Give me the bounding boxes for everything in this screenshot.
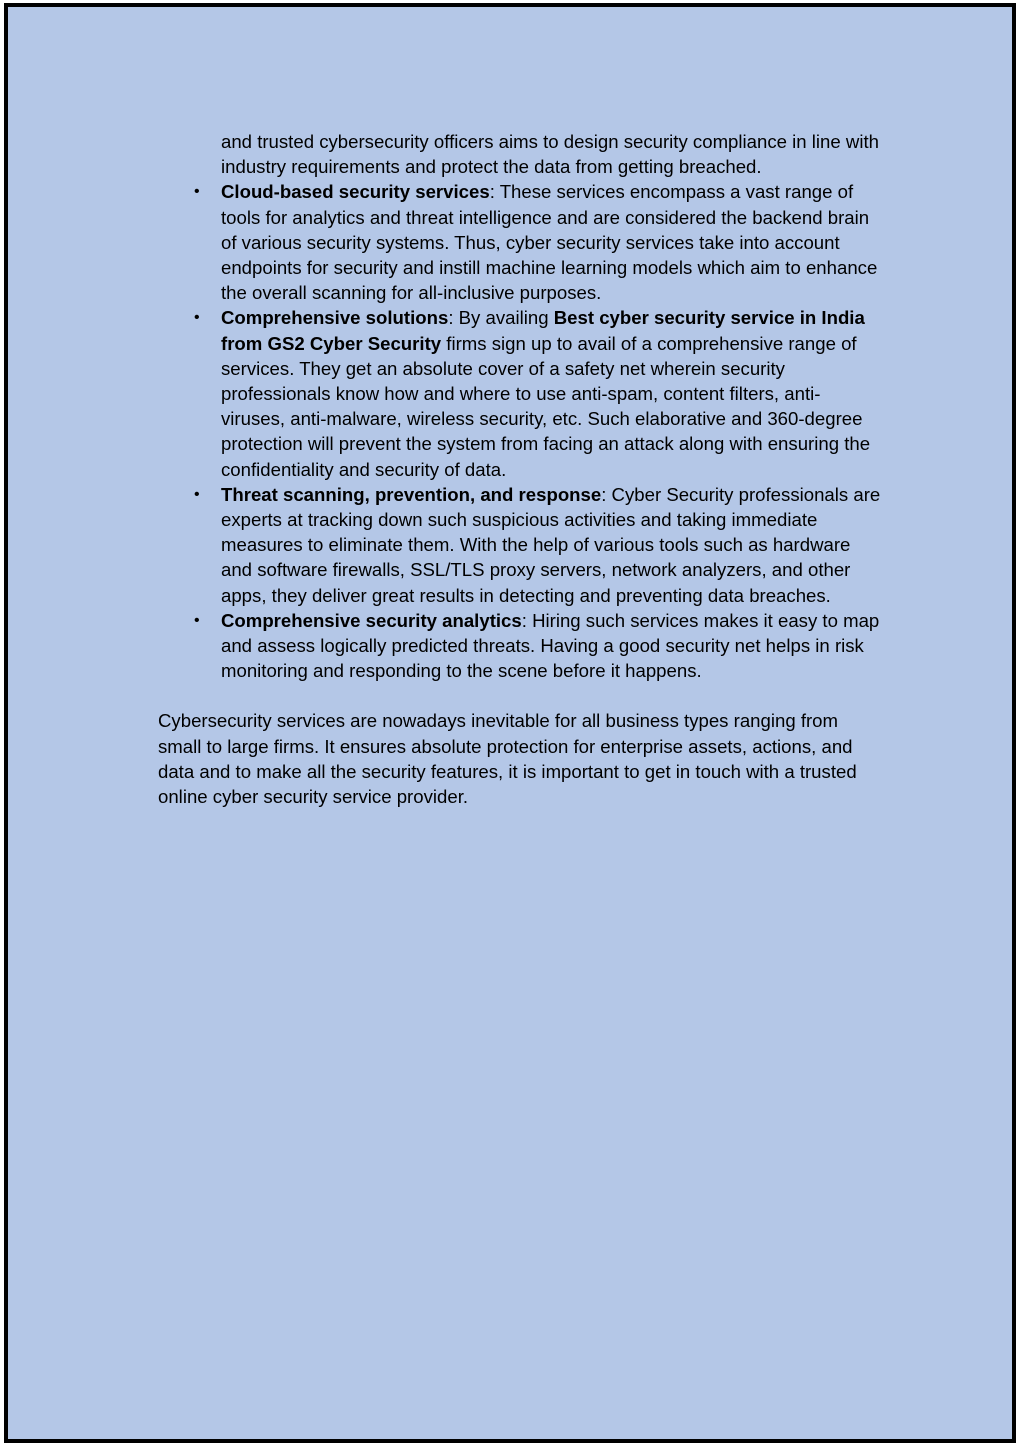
continuation-paragraph: and trusted cybersecurity officers aims to design security compliance in line with industry requirements and protect the data from getting breached. <box>221 131 879 178</box>
services-bullet-list <box>158 179 888 683</box>
list-item-title: Comprehensive solutions <box>221 307 449 329</box>
list-item-title: Cloud-based security services <box>221 181 490 203</box>
list-item-title: Threat scanning, prevention, and response <box>221 483 602 505</box>
list-item-comprehensive-solutions <box>158 305 881 481</box>
list-item-text: : By availing <box>448 307 554 329</box>
bullet-icon: • <box>194 485 200 503</box>
list-item-text: : These services encompass a vast range of tools for analytics and threat intelligence and are considered the backend brain of various security systems. Thus, cyber security services take into account endpoints for security and instill machine learning models which aim to enhance the overall scanning for all-inclusive purposes. <box>221 181 878 304</box>
list-item-text: firms sign up to avail of a comprehensive range of services. They get an absolute cover of a safety net wherein security professionals know how and where to use anti-spam, content filters, anti-viruses, anti-malware, wireless security, etc. Such elaborative and 360-degree protection will prevent the system from facing an attack along with ensuring the confidentiality and security of data. <box>221 332 871 480</box>
bullet-icon: • <box>194 309 200 327</box>
list-item-cloud-security <box>158 179 881 305</box>
list-item-title: Comprehensive security analytics <box>221 609 522 631</box>
document-body <box>158 129 888 809</box>
list-item-highlight: Best cyber security service in India from GS2 Cyber Security <box>221 307 865 354</box>
list-item-threat-scanning <box>158 482 881 608</box>
list-item-text: : Cyber Security professionals are experts at tracking down such suspicious activities and taking immediate measures to eliminate them. With the help of various tools such as hardware and software firewalls, SSL/TLS proxy servers, network analyzers, and other apps, they deliver great results in detecting and preventing data breaches. <box>221 483 881 606</box>
list-item-text: : Hiring such services makes it easy to map and assess logically predicted threats. Having a good security net helps in risk monitoring and responding to the scene before it happens. <box>221 609 880 682</box>
document-page <box>4 3 1016 1443</box>
bullet-icon: • <box>194 183 200 201</box>
list-item-security-analytics <box>158 608 881 684</box>
bullet-icon: • <box>194 611 200 629</box>
closing-paragraph: Cybersecurity services are nowadays inevitable for all business types ranging from small to large firms. It ensures absolute protection for enterprise assets, actions, and data and to make all the security features, it is important to get in touch with a trusted online cyber security service provider. <box>158 710 857 808</box>
